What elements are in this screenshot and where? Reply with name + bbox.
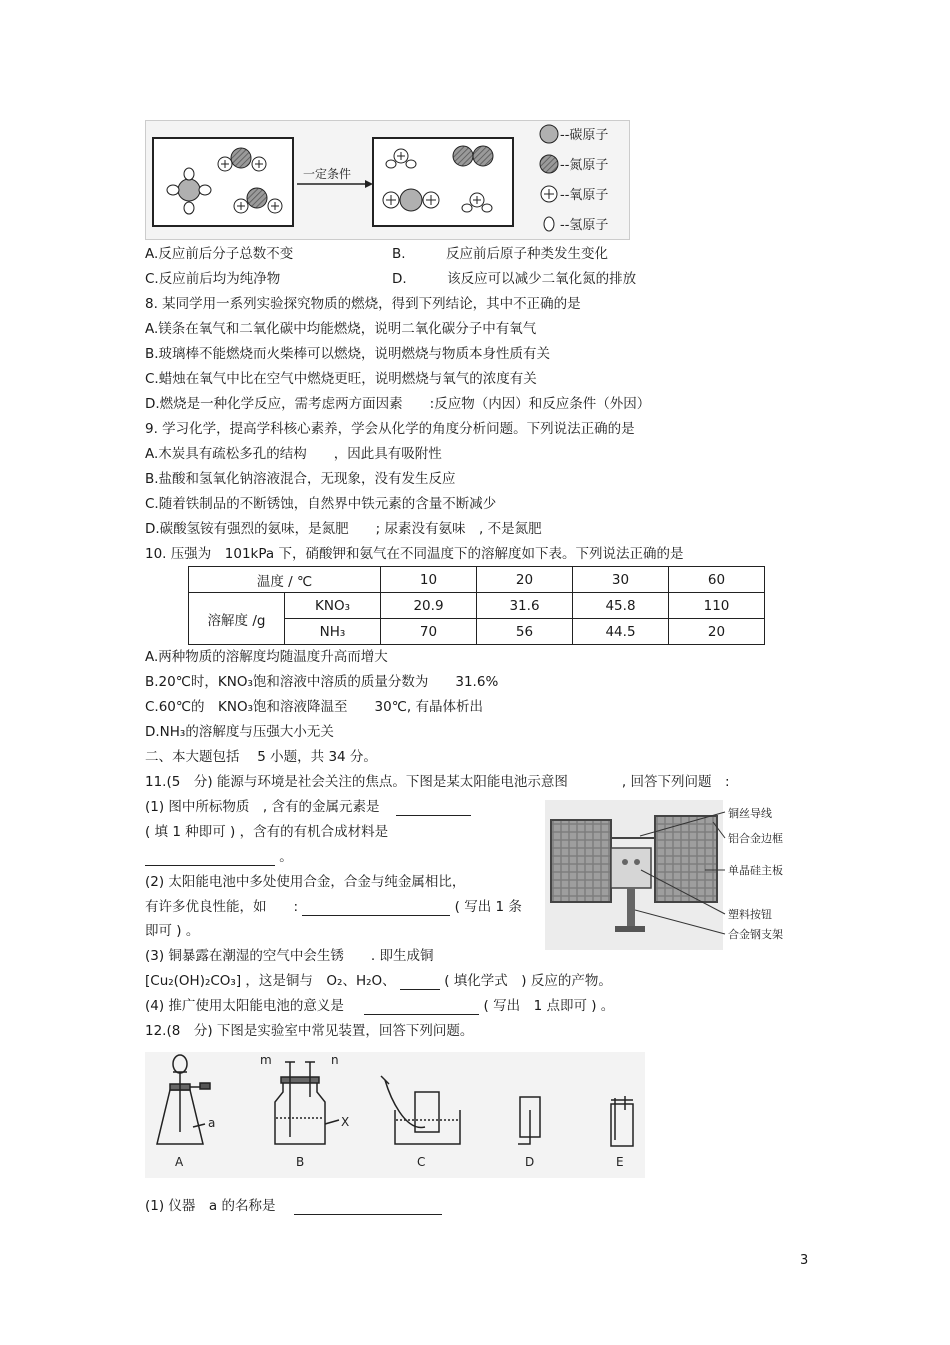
q11-part2-line2 (145, 898, 522, 916)
temp-cell: 10 (381, 567, 477, 593)
substance-name: KNO₃ (285, 593, 381, 619)
legend-hydrogen: --氢原子 (560, 218, 609, 233)
solar-panel-figure (545, 800, 795, 950)
answer-blank[interactable] (364, 1000, 479, 1015)
q11-part3-line2 (145, 972, 612, 990)
label-steel-stand: 合金钢支架 (728, 928, 783, 941)
apparatus-mark-x: X (341, 1115, 350, 1129)
label-aluminum-frame: 铝合金边框 (728, 832, 783, 845)
q8-option-c: C.蜡烛在氧气中比在空气中燃烧更旺，说明燃烧与氧气的浓度有关 (145, 371, 537, 387)
carbon-legend-icon (540, 125, 558, 143)
q11-part2-tail: ( 写出 1 条 (454, 899, 522, 915)
q11-part1-line3 (145, 848, 293, 866)
temp-cell: 60 (669, 567, 765, 593)
page-number: 3 (800, 1253, 809, 1268)
arrow-label: 一定条件 (303, 167, 352, 181)
q10-option-a: A.两种物质的溶解度均随温度升高而增大 (145, 649, 388, 665)
legend-carbon: --碳原子 (560, 128, 609, 143)
solubility-table (188, 566, 765, 645)
answer-blank[interactable] (302, 901, 450, 916)
q12-part1 (145, 1197, 442, 1215)
q10-stem: 10. 压强为 101kPa 下，硝酸钾和氨气在不同温度下的溶解度如下表。下列说法正确的是 (145, 546, 684, 562)
apparatus-label-a: A (175, 1155, 184, 1169)
q7-option-d: D. 该反应可以减少二氧化氮的排放 (392, 271, 637, 287)
q9-option-a: A.木炭具有疏松多孔的结构 ，因此具有吸附性 (145, 446, 442, 462)
q7-option-b: B. 反应前后原子种类发生变化 (392, 246, 609, 262)
legend-oxygen: --氧原子 (560, 188, 609, 203)
q11-part2-line3: 即可 ) 。 (145, 923, 200, 939)
q9-option-c: C.随着铁制品的不断锈蚀，自然界中铁元素的含量不断减少 (145, 496, 497, 512)
label-copper-wire: 铜丝导线 (728, 807, 772, 820)
q7-option-c: C.反应前后均为纯净物 (145, 271, 281, 287)
answer-blank[interactable] (396, 801, 471, 816)
table-cell: 31.6 (477, 593, 573, 619)
q8-option-b: B.玻璃棒不能燃烧而火柴棒可以燃烧，说明燃烧与物质本身性质有关 (145, 346, 551, 362)
label-silicon-board: 单晶硅主板 (728, 864, 783, 877)
nitrogen-legend-icon (540, 155, 558, 173)
q12-part1-text: (1) 仪器 a 的名称是 (145, 1198, 276, 1214)
table-cell: 45.8 (573, 593, 669, 619)
q11-stem: 11.(5 分) 能源与环境是社会关注的焦点。下图是某太阳能电池示意图 , 回答下列问题 : (145, 774, 730, 790)
table-cell: 110 (669, 593, 765, 619)
table-row (189, 593, 765, 619)
temp-cell: 20 (477, 567, 573, 593)
temp-cell: 30 (573, 567, 669, 593)
q9-stem: 9. 学习化学，提高学科核心素养，学会从化学的角度分析问题。下列说法正确的是 (145, 421, 635, 437)
label-plastic-button: 塑料按钮 (728, 908, 772, 921)
q8-option-a: A.镁条在氧气和二氧化碳中均能燃烧，说明二氧化碳分子中有氧气 (145, 321, 537, 337)
q10-option-c: C.60℃的 KNO₃饱和溶液降温至 30℃, 有晶体析出 (145, 699, 483, 715)
apparatus-label-c: C (417, 1155, 426, 1169)
q11-part1-line2: ( 填 1 种即可 ) ，含有的有机合成材料是 (145, 824, 389, 840)
lab-apparatus-svg (145, 1052, 645, 1178)
table-cell: 44.5 (573, 619, 669, 645)
q11-part1-end: 。 (279, 849, 293, 865)
q11-part2-text: 有许多优良性能，如 : (145, 899, 299, 915)
table-cell: 20.9 (381, 593, 477, 619)
q11-part4-text: (4) 推广使用太阳能电池的意义是 (145, 998, 344, 1014)
answer-blank[interactable] (145, 851, 275, 866)
q11-part3-tail: ( 填化学式 ) 反应的产物。 (444, 973, 612, 989)
q11-part2-line1: (2) 太阳能电池中多处使用合金，合金与纯金属相比， (145, 874, 466, 890)
hydrogen-legend-icon (544, 217, 554, 231)
q12-stem: 12.(8 分) 下图是实验室中常见装置，回答下列问题。 (145, 1023, 474, 1039)
apparatus-mark-n: n (331, 1053, 339, 1067)
lab-apparatus-figure (145, 1052, 645, 1178)
q7-option-a: A.反应前后分子总数不变 (145, 246, 294, 262)
solubility-header: 溶解度 /g (189, 593, 285, 645)
answer-blank[interactable] (400, 975, 440, 990)
substance-name: NH₃ (285, 619, 381, 645)
reaction-diagram-svg (145, 120, 630, 240)
q11-part1-text: (1) 图中所标物质 , 含有的金属元素是 (145, 799, 380, 815)
reaction-diagram (145, 120, 630, 240)
solar-panel-svg (545, 800, 795, 950)
apparatus-mark-m: m (260, 1053, 272, 1067)
answer-blank[interactable] (294, 1200, 442, 1215)
apparatus-label-e: E (616, 1155, 624, 1169)
q11-part1-line1 (145, 798, 471, 816)
apparatus-mark-a: a (208, 1116, 216, 1130)
table-row (189, 567, 765, 593)
temp-header: 温度 / ℃ (189, 567, 381, 593)
table-cell: 70 (381, 619, 477, 645)
q9-option-d: D.碳酸氢铵有强烈的氨味，是氮肥 ; 尿素没有氨味 , 不是氮肥 (145, 521, 542, 537)
q8-stem: 8. 某同学用一系列实验探究物质的燃烧，得到下列结论，其中不正确的是 (145, 296, 581, 312)
table-cell: 56 (477, 619, 573, 645)
q10-option-b: B.20℃时，KNO₃饱和溶液中溶质的质量分数为 31.6% (145, 674, 499, 690)
q11-part4 (145, 997, 614, 1015)
table-cell: 20 (669, 619, 765, 645)
apparatus-label-b: B (296, 1155, 305, 1169)
q8-option-d: D.燃烧是一种化学反应，需考虑两方面因素 :反应物（内因）和反应条件（外因） (145, 396, 651, 412)
apparatus-label-d: D (525, 1155, 535, 1169)
q10-option-d: D.NH₃的溶解度与压强大小无关 (145, 724, 334, 740)
q11-part3-line1: (3) 铜暴露在潮湿的空气中会生锈 . 即生成铜 (145, 948, 434, 964)
q11-part3-text: [Cu₂(OH)₂CO₃] ，这是铜与 O₂、H₂O、 (145, 973, 396, 989)
q9-option-b: B.盐酸和氢氧化钠溶液混合，无现象，没有发生反应 (145, 471, 456, 487)
q11-part4-tail: ( 写出 1 点即可 ) 。 (483, 998, 615, 1014)
legend-nitrogen: --氮原子 (560, 158, 609, 173)
section-heading: 二、本大题包括 5 小题，共 34 分。 (145, 749, 377, 765)
